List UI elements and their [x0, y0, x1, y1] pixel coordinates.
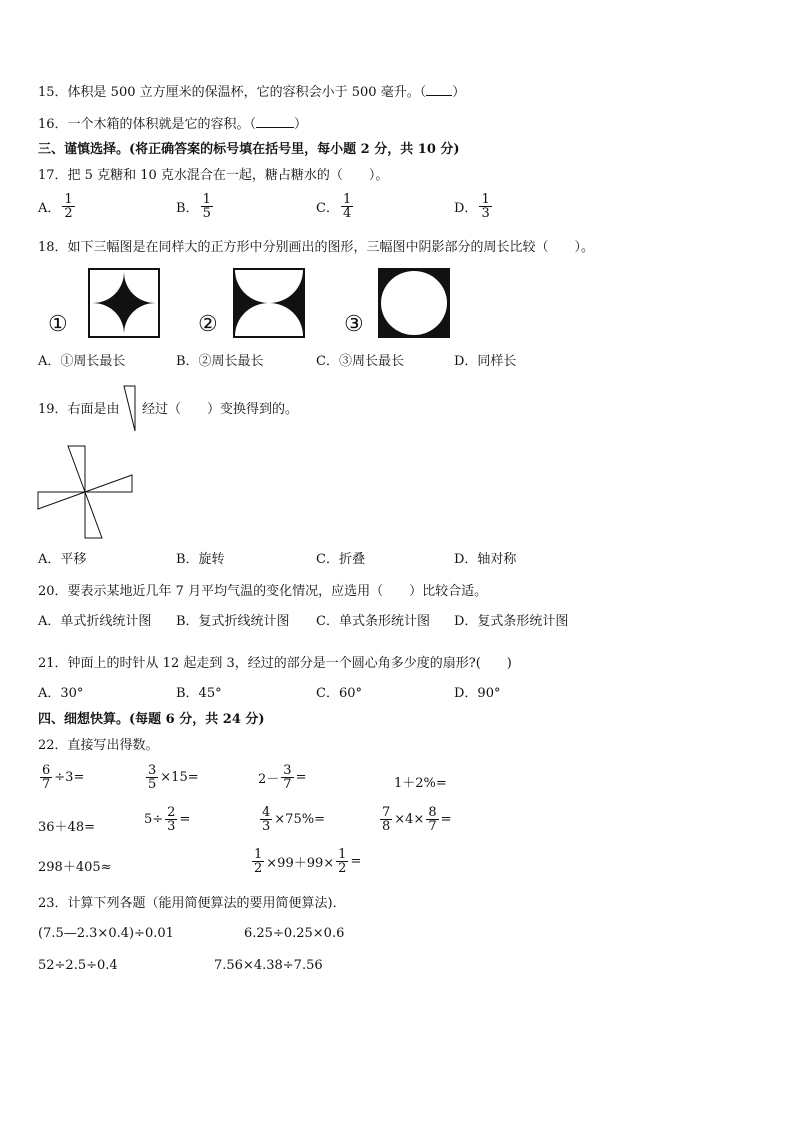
option-a[interactable] — [38, 193, 77, 220]
option-c[interactable]: C．单式条形统计图 — [316, 614, 430, 629]
expr-4: 1＋2%= — [394, 776, 447, 791]
expr-10: $\frac{1}{2}$ ×99＋99× $\frac{1}{2}$ = — [254, 847, 362, 876]
fraction: $\frac{1}{5}$ — [202, 192, 211, 221]
option-label: C． — [316, 201, 339, 216]
option-label: A． — [38, 201, 61, 216]
question-18-text: 18．如下三幅图是在同样大的正方形中分别画出的图形，三幅图中阴影部分的周长比较（ ）。 — [38, 240, 595, 255]
figure-label-1: ① — [48, 312, 68, 337]
expr-6: 5÷ $\frac{2}{3}$ = — [144, 805, 191, 834]
answer-blank[interactable] — [256, 116, 294, 128]
option-b[interactable]: B．45° — [176, 686, 222, 701]
calc-item-2: 6.25÷0.25×0.6 — [244, 926, 345, 941]
figure-label-3: ③ — [344, 312, 364, 337]
option-d[interactable] — [454, 193, 494, 220]
option-c[interactable] — [316, 193, 355, 220]
expr-7: $\frac{4}{3}$ ×75%= — [262, 805, 325, 834]
option-a[interactable]: A．30° — [38, 686, 84, 701]
figure-1-four-arcs — [88, 268, 160, 338]
option-a[interactable]: A．单式折线统计图 — [38, 614, 152, 629]
section-3-heading: 三、谨慎选择。(将正确答案的标号填在括号里，每小题 2 分，共 10 分) — [38, 142, 460, 157]
section-4-heading: 四、细想快算。(每题 6 分，共 24 分) — [38, 712, 265, 727]
fraction: $\frac{1}{3}$ — [481, 192, 490, 221]
option-d[interactable]: D．复式条形统计图 — [454, 614, 569, 629]
calc-item-4: 7.56×4.38÷7.56 — [214, 958, 323, 973]
question-16-text: 16．一个木箱的体积就是它的容积。（ — [38, 117, 257, 132]
question-15 — [38, 84, 465, 101]
option-a[interactable]: A．①周长最长 — [38, 354, 126, 369]
calc-item-1: (7.5—2.3×0.4)÷0.01 — [38, 926, 174, 941]
question-21-text: 21．钟面上的时针从 12 起走到 3，经过的部分是一个圆心角多少度的扇形?( ) — [38, 656, 512, 671]
option-d[interactable]: D．轴对称 — [454, 552, 517, 567]
question-22-text: 22．直接写出得数。 — [38, 738, 159, 753]
question-16 — [38, 116, 307, 133]
rotated-triangles-figure — [36, 444, 136, 540]
figure-label-2: ② — [198, 312, 218, 337]
expr-2: $\frac{3}{5}$ ×15= — [148, 763, 199, 792]
question-15-close: ） — [452, 85, 466, 100]
option-b[interactable]: B．②周长最长 — [176, 354, 264, 369]
triangle-shape-icon — [122, 384, 138, 434]
figure-3-circle-in-square — [378, 268, 450, 338]
answer-blank[interactable] — [426, 84, 452, 96]
option-b[interactable]: B．旋转 — [176, 552, 225, 567]
question-19-after: 经过（ ）变换得到的。 — [142, 402, 299, 417]
question-15-text: 15．体积是 500 立方厘米的保温杯，它的容积会小于 500 毫升。（ — [38, 85, 427, 100]
expr-3: 2－ $\frac{3}{7}$ = — [258, 763, 307, 792]
question-23-text: 23．计算下列各题（能用简便算法的要用简便算法)． — [38, 896, 346, 911]
expr-1: $\frac{6}{7}$ ÷3= — [42, 763, 85, 792]
figure-2-two-semicircles — [233, 268, 305, 338]
expr-9: 298＋405≈ — [38, 860, 112, 875]
calc-item-3: 52÷2.5÷0.4 — [38, 958, 118, 973]
option-c[interactable]: C．折叠 — [316, 552, 365, 567]
fraction: $\frac{1}{4}$ — [342, 192, 352, 221]
fraction: $\frac{1}{2}$ — [64, 192, 73, 221]
option-c[interactable]: C．③周长最长 — [316, 354, 404, 369]
option-c[interactable]: C．60° — [316, 686, 362, 701]
question-20-text: 20．要表示某地近几年 7 月平均气温的变化情况，应选用（ ）比较合适。 — [38, 584, 488, 599]
option-d[interactable]: D．同样长 — [454, 354, 517, 369]
question-16-close: ） — [294, 117, 308, 132]
expr-8: $\frac{7}{8}$ ×4× $\frac{8}{7}$ = — [382, 805, 452, 834]
option-d[interactable]: D．90° — [454, 686, 501, 701]
question-17-text: 17．把 5 克糖和 10 克水混合在一起，糖占糖水的（ ）。 — [38, 168, 389, 183]
option-b[interactable]: B．复式折线统计图 — [176, 614, 290, 629]
expr-5: 36＋48= — [38, 820, 95, 835]
option-label: D． — [454, 201, 478, 216]
option-a[interactable]: A．平移 — [38, 552, 87, 567]
question-19-before: 19．右面是由 — [38, 402, 120, 417]
option-label: B． — [176, 201, 199, 216]
option-b[interactable] — [176, 193, 215, 220]
